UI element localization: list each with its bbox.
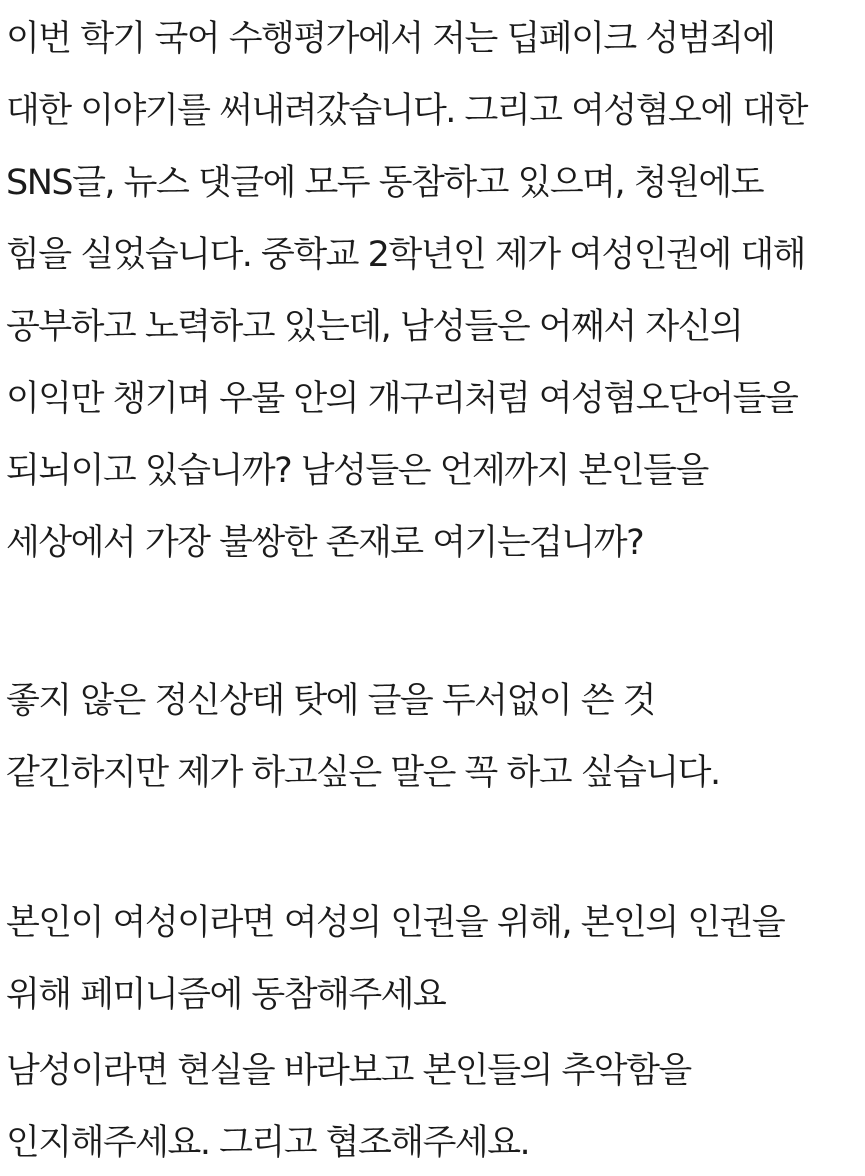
text-line: SNS글, 뉴스 댓글에 모두 동참하고 있으며, 청원에도 xyxy=(6,163,764,203)
text-line: 남성이라면 현실을 바라보고 본인들의 추악함을 xyxy=(6,1051,691,1091)
paragraph xyxy=(6,1032,861,1176)
text-line: 본인이 여성이라면 여성의 인권을 위해, 본인의 인권을 xyxy=(6,903,785,943)
text-line: 인지해주세요. 그리고 협조해주세요. xyxy=(6,1123,530,1163)
text-line: 위해 페미니즘에 동참해주세요 xyxy=(6,975,446,1015)
text-line: 힘을 실었습니다. 중학교 2학년인 제가 여성인권에 대해 xyxy=(6,235,805,275)
text-line: 대한 이야기를 써내려갔습니다. 그리고 여성혐오에 대한 xyxy=(6,91,807,131)
text-line: 이번 학기 국어 수행평가에서 저는 딥페이크 성범죄에 xyxy=(6,19,775,59)
text-line: 이익만 챙기며 우물 안의 개구리처럼 여성혐오단어들을 xyxy=(6,379,798,419)
text-line: 공부하고 노력하고 있는데, 남성들은 어째서 자신의 xyxy=(6,307,743,347)
paragraph xyxy=(6,662,861,806)
paragraph xyxy=(6,884,861,1028)
text-line: 되뇌이고 있습니까? 남성들은 언제까지 본인들을 xyxy=(6,451,708,491)
text-line: 좋지 않은 정신상태 탓에 글을 두서없이 쓴 것 xyxy=(6,681,655,721)
text-line: 같긴하지만 제가 하고싶은 말은 꼭 하고 싶습니다. xyxy=(6,753,720,793)
paragraph xyxy=(6,0,861,576)
text-line: 세상에서 가장 불쌍한 존재로 여기는겁니까? xyxy=(6,523,644,563)
